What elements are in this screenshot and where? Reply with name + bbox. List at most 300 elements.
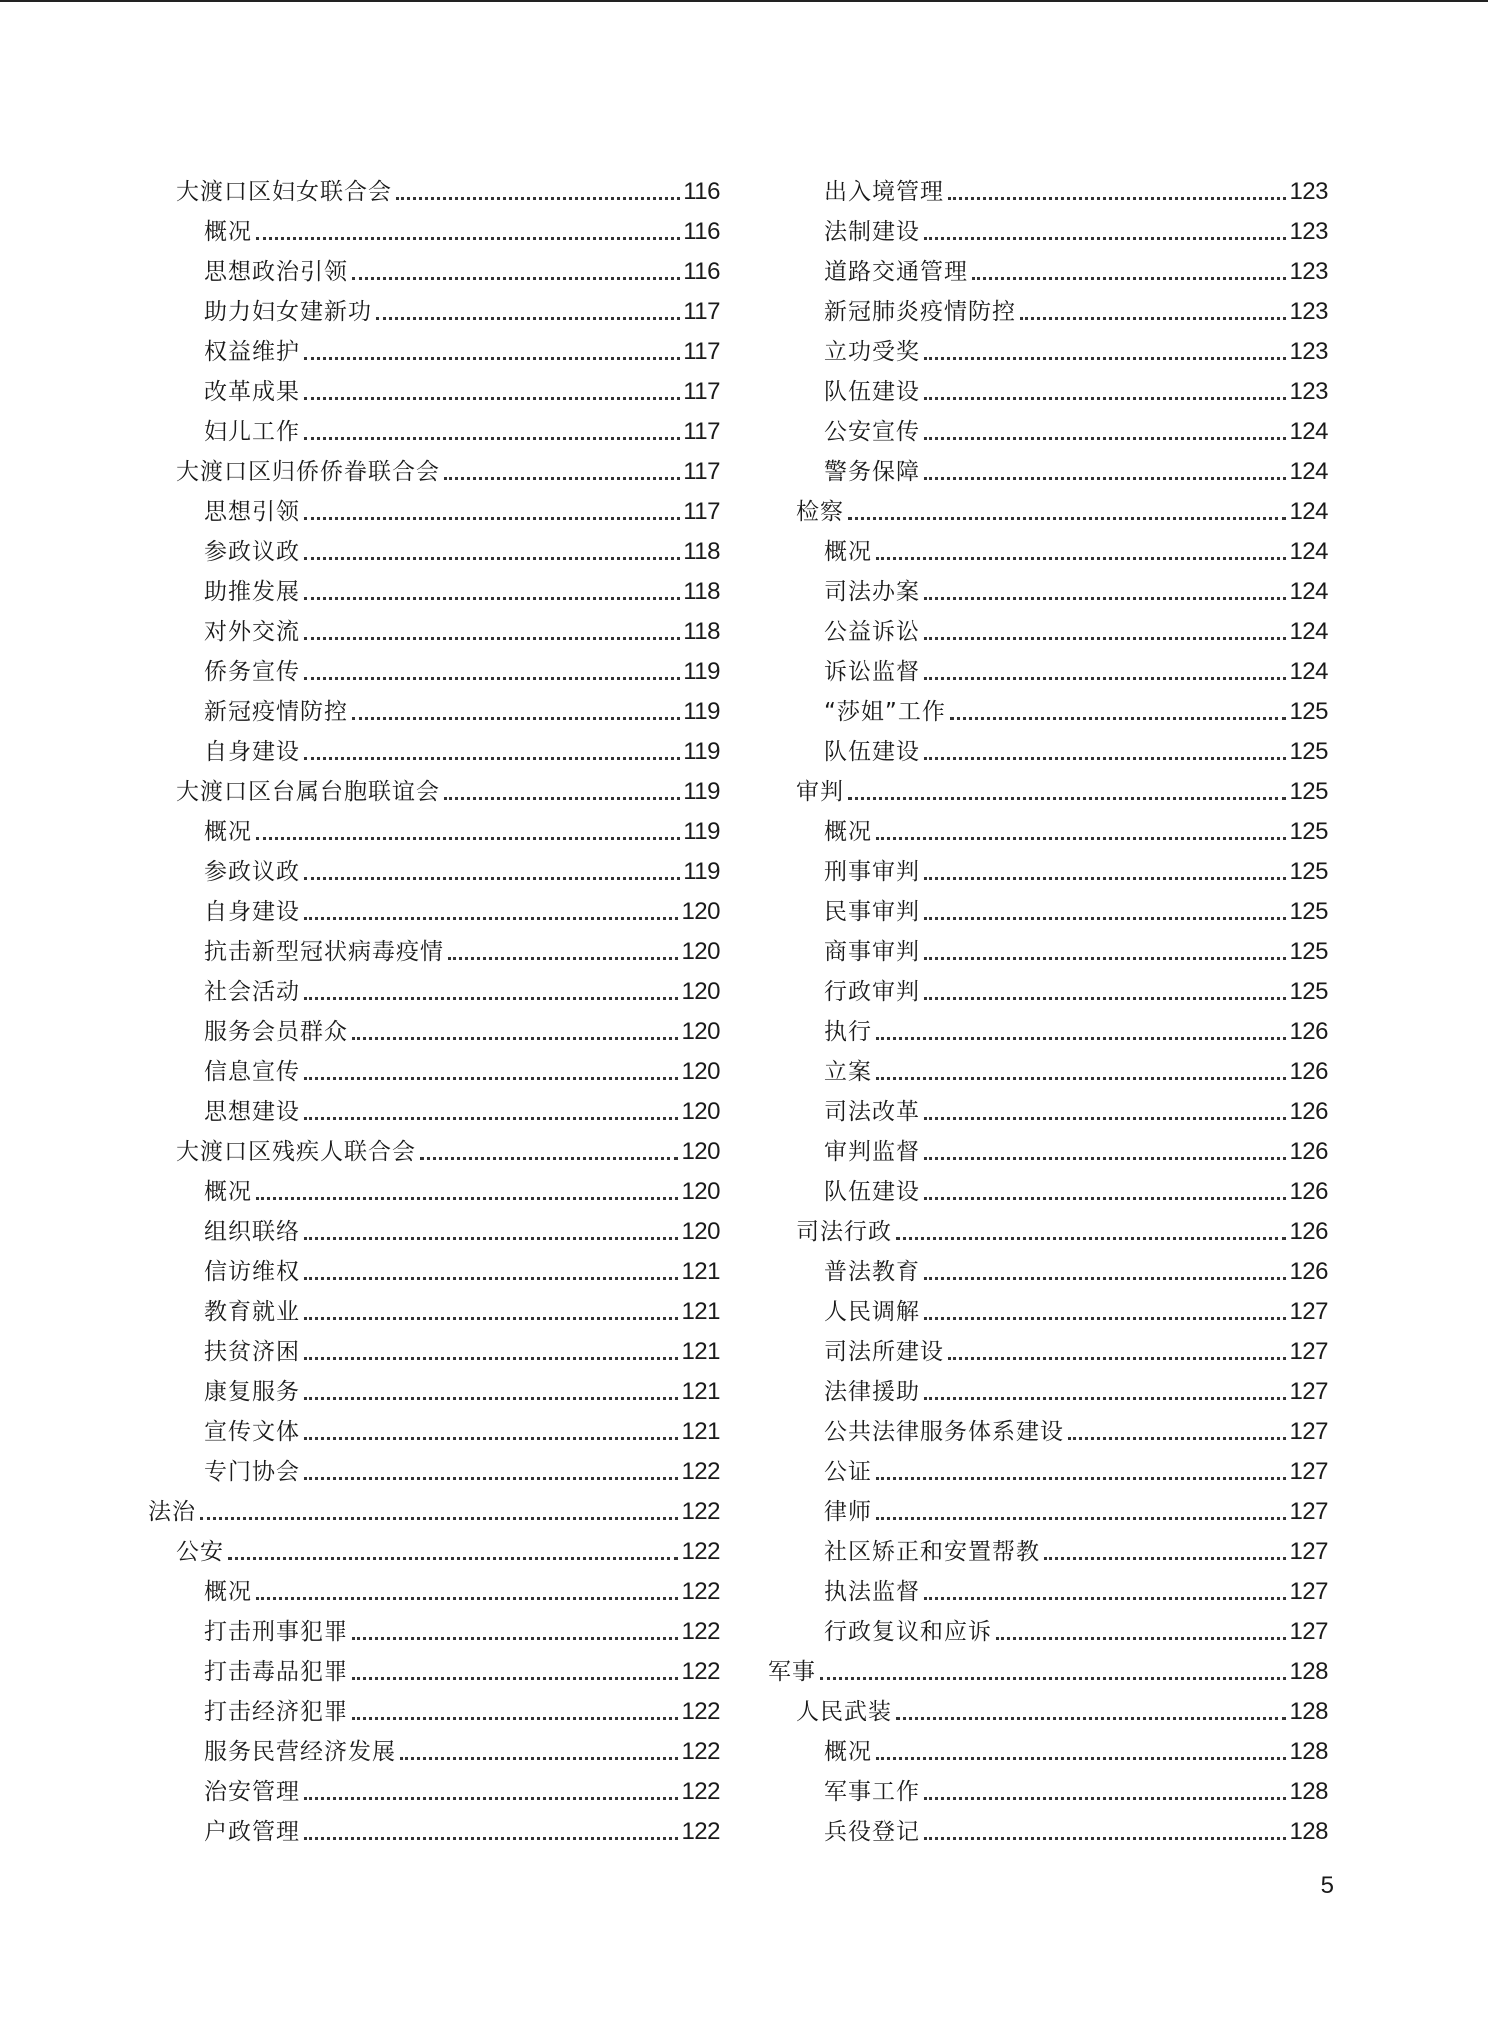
toc-entry-page: 126 [1289,1138,1328,1165]
toc-entry[interactable] [768,767,1328,807]
toc-entry-page: 117 [683,458,720,485]
toc-entry[interactable] [148,1607,720,1647]
toc-entry[interactable] [768,1167,1328,1207]
toc-entry[interactable] [148,1047,720,1087]
toc-entry-title: 司法行政 [796,1219,892,1245]
dot-leader [924,997,1286,1000]
toc-entry[interactable] [768,1247,1328,1287]
toc-entry-page: 117 [683,298,720,325]
toc-entry[interactable] [148,1087,720,1127]
toc-entry[interactable] [768,1567,1328,1607]
toc-entry[interactable] [148,1327,720,1367]
toc-entry[interactable] [148,727,720,767]
toc-entry-page: 120 [681,1178,720,1205]
toc-entry-title: 大渡口区妇女联合会 [176,179,392,205]
toc-entry-title: 出入境管理 [824,179,944,205]
toc-entry-title: 审判监督 [824,1139,920,1165]
toc-entry-title: 民事审判 [824,899,920,925]
toc-entry-title: 自身建设 [204,899,300,925]
toc-entry-title: 服务会员群众 [204,1019,348,1045]
toc-entry[interactable] [768,167,1328,207]
dot-leader [304,757,680,760]
dot-leader [924,1157,1286,1160]
toc-entry-page: 119 [683,818,720,845]
dot-leader [228,1557,678,1560]
toc-entry-title: 康复服务 [204,1379,300,1405]
dot-leader [924,237,1286,240]
toc-entry-page: 120 [681,1098,720,1125]
toc-entry[interactable] [148,767,720,807]
toc-entry-page: 120 [681,1058,720,1085]
toc-entry[interactable] [148,1407,720,1447]
toc-entry-page: 126 [1289,1098,1328,1125]
toc-entry-title: 打击刑事犯罪 [204,1619,348,1645]
dot-leader [304,1317,678,1320]
toc-entry[interactable] [768,1047,1328,1087]
toc-entry-page: 119 [683,738,720,765]
toc-entry[interactable] [148,567,720,607]
toc-entry-title: 公益诉讼 [824,619,920,645]
dot-leader [950,717,1287,720]
toc-entry-page: 124 [1289,658,1328,685]
dot-leader [972,277,1286,280]
toc-entry-title: 商事审判 [824,939,920,965]
dot-leader [924,1277,1286,1280]
toc-entry-title: 组织联络 [204,1219,300,1245]
dot-leader [304,1837,678,1840]
toc-entry-title: 概况 [824,539,872,565]
toc-entry[interactable] [768,447,1328,487]
toc-entry-page: 119 [683,858,720,885]
toc-entry-title: 大渡口区残疾人联合会 [176,1139,416,1165]
dot-leader [444,477,680,480]
dot-leader [924,677,1286,680]
toc-entry[interactable] [768,1087,1328,1127]
toc-entry-title: 行政复议和应诉 [824,1619,992,1645]
toc-entry-page: 122 [681,1538,720,1565]
dot-leader [896,1237,1286,1240]
toc-entry-title: 公证 [824,1459,872,1485]
toc-entry-title: 队伍建设 [824,739,920,765]
toc-entry[interactable] [148,1727,720,1767]
toc-entry[interactable] [148,1207,720,1247]
toc-entry-page: 128 [1289,1818,1328,1845]
toc-entry-title: 打击毒品犯罪 [204,1659,348,1685]
toc-entry[interactable] [148,967,720,1007]
toc-entry-page: 121 [681,1338,720,1365]
dot-leader [304,1397,678,1400]
toc-entry-title: 法律援助 [824,1379,920,1405]
toc-entry-title: 思想建设 [204,1099,300,1125]
dot-leader [1044,1557,1286,1560]
toc-entry-page: 117 [683,498,720,525]
toc-entry[interactable] [148,287,720,327]
toc-entry-title: 队伍建设 [824,1179,920,1205]
toc-entry-page: 118 [683,538,720,565]
toc-entry[interactable] [768,1807,1328,1847]
toc-entry-title: 队伍建设 [824,379,920,405]
dot-leader [444,797,680,800]
toc-entry[interactable] [148,447,720,487]
toc-entry-page: 120 [681,898,720,925]
toc-entry[interactable] [148,1367,720,1407]
toc-entry-page: 125 [1289,898,1328,925]
toc-entry[interactable] [148,1767,720,1807]
dot-leader [996,1637,1286,1640]
toc-entry[interactable] [148,1247,720,1287]
dot-leader [1068,1437,1286,1440]
toc-entry[interactable] [148,887,720,927]
toc-entry-title: 信访维权 [204,1259,300,1285]
toc-entry-title: “莎姐”工作 [824,699,946,725]
dot-leader [848,517,1286,520]
toc-entry[interactable] [768,1767,1328,1807]
toc-entry-title: 兵役登记 [824,1819,920,1845]
toc-entry-page: 119 [683,698,720,725]
dot-leader [924,757,1286,760]
dot-leader [352,1637,678,1640]
toc-entry[interactable] [148,1647,720,1687]
toc-entry-page: 127 [1289,1538,1328,1565]
dot-leader [876,1037,1286,1040]
dot-leader [876,1757,1286,1760]
toc-entry[interactable] [768,327,1328,367]
toc-entry-page: 128 [1289,1658,1328,1685]
toc-entry[interactable] [148,807,720,847]
toc-entry[interactable] [768,527,1328,567]
dot-leader [924,637,1286,640]
toc-entry-page: 126 [1289,1258,1328,1285]
dot-leader [400,1757,678,1760]
toc-entry[interactable] [768,847,1328,887]
toc-entry-title: 公共法律服务体系建设 [824,1419,1064,1445]
toc-entry-title: 诉讼监督 [824,659,920,685]
dot-leader [896,1717,1286,1720]
toc-entry-title: 服务民营经济发展 [204,1739,396,1765]
toc-entry[interactable] [148,1807,720,1847]
toc-entry-page: 122 [681,1618,720,1645]
toc-entry[interactable] [768,927,1328,967]
toc-entry-title: 改革成果 [204,379,300,405]
dot-leader [924,1797,1286,1800]
toc-entry-page: 119 [683,778,720,805]
toc-entry-page: 124 [1289,458,1328,485]
toc-entry-title: 道路交通管理 [824,259,968,285]
toc-entry-page: 122 [681,1578,720,1605]
toc-entry[interactable] [768,1647,1328,1687]
toc-entry-title: 司法所建设 [824,1339,944,1365]
toc-entry[interactable] [768,407,1328,447]
dot-leader [924,1317,1286,1320]
toc-entry[interactable] [768,967,1328,1007]
toc-entry[interactable] [148,407,720,447]
dot-leader [304,917,678,920]
toc-entry[interactable] [768,367,1328,407]
dot-leader [924,1197,1286,1200]
toc-entry[interactable] [768,1287,1328,1327]
dot-leader [924,437,1286,440]
toc-entry-title: 刑事审判 [824,859,920,885]
toc-entry-page: 120 [681,938,720,965]
toc-entry[interactable] [768,567,1328,607]
toc-entry-title: 社区矫正和安置帮教 [824,1539,1040,1565]
toc-entry[interactable] [148,247,720,287]
toc-entry[interactable] [148,1527,720,1567]
toc-entry[interactable] [148,607,720,647]
dot-leader [924,917,1286,920]
toc-entry-title: 公安宣传 [824,419,920,445]
dot-leader [304,1477,678,1480]
toc-entry-page: 122 [681,1658,720,1685]
dot-leader [848,797,1286,800]
toc-entry-page: 123 [1289,258,1328,285]
toc-entry-title: 概况 [824,1739,872,1765]
toc-entry-page: 116 [683,218,720,245]
dot-leader [876,837,1286,840]
top-border-rule [0,0,1488,2]
toc-entry[interactable] [768,1527,1328,1567]
dot-leader [924,597,1286,600]
toc-right-column [768,167,1328,1847]
toc-entry[interactable] [768,1407,1328,1447]
toc-entry-page: 117 [683,338,720,365]
toc-entry-page: 125 [1289,978,1328,1005]
toc-entry-page: 120 [681,1218,720,1245]
toc-entry-page: 125 [1289,818,1328,845]
toc-entry-page: 118 [683,618,720,645]
toc-entry[interactable] [148,927,720,967]
toc-entry-title: 概况 [204,219,252,245]
dot-leader [256,837,680,840]
toc-entry-page: 120 [681,978,720,1005]
dot-leader [304,1277,678,1280]
dot-leader [304,1117,678,1120]
toc-entry[interactable] [148,327,720,367]
dot-leader [352,1717,678,1720]
toc-entry-page: 122 [681,1458,720,1485]
toc-entry-page: 123 [1289,338,1328,365]
dot-leader [304,597,680,600]
toc-entry-title: 宣传文体 [204,1419,300,1445]
toc-entry[interactable] [148,687,720,727]
toc-entry[interactable] [148,1287,720,1327]
toc-entry[interactable] [768,1487,1328,1527]
toc-entry-page: 116 [683,258,720,285]
toc-entry[interactable] [768,1327,1328,1367]
toc-entry-title: 执行 [824,1019,872,1045]
dot-leader [352,1677,678,1680]
toc-entry-title: 审判 [796,779,844,805]
toc-entry[interactable] [148,847,720,887]
toc-entry-title: 行政审判 [824,979,920,1005]
toc-entry-page: 127 [1289,1618,1328,1645]
dot-leader [256,1597,678,1600]
toc-entry-page: 117 [683,378,720,405]
toc-entry-page: 127 [1289,1458,1328,1485]
toc-entry[interactable] [768,727,1328,767]
toc-entry-title: 军事 [768,1659,816,1685]
toc-entry-title: 自身建设 [204,739,300,765]
toc-entry-title: 信息宣传 [204,1059,300,1085]
toc-entry-title: 司法办案 [824,579,920,605]
toc-entry-title: 警务保障 [824,459,920,485]
toc-entry-title: 治安管理 [204,1779,300,1805]
toc-entry-page: 128 [1289,1778,1328,1805]
dot-leader [200,1517,678,1520]
dot-leader [948,1357,1286,1360]
toc-entry[interactable] [148,1447,720,1487]
toc-entry[interactable] [768,1007,1328,1047]
toc-entry[interactable] [768,247,1328,287]
dot-leader [304,357,680,360]
dot-leader [396,197,680,200]
toc-entry-page: 128 [1289,1698,1328,1725]
dot-leader [304,877,680,880]
dot-leader [304,997,678,1000]
toc-entry-title: 司法改革 [824,1099,920,1125]
toc-entry[interactable] [768,1447,1328,1487]
toc-entry[interactable] [148,367,720,407]
toc-entry-title: 法制建设 [824,219,920,245]
toc-entry-title: 新冠肺炎疫情防控 [824,299,1016,325]
toc-entry[interactable] [148,487,720,527]
toc-entry-page: 121 [681,1418,720,1445]
toc-entry-page: 122 [681,1498,720,1525]
dot-leader [352,277,680,280]
toc-entry[interactable] [148,1567,720,1607]
toc-entry-title: 立功受奖 [824,339,920,365]
dot-leader [420,1157,678,1160]
dot-leader [304,677,680,680]
toc-entry[interactable] [768,687,1328,727]
toc-entry-page: 121 [681,1378,720,1405]
toc-entry-page: 122 [681,1698,720,1725]
toc-entry-title: 律师 [824,1499,872,1525]
toc-entry-title: 执法监督 [824,1579,920,1605]
toc-entry-title: 思想引领 [204,499,300,525]
toc-entry-page: 124 [1289,498,1328,525]
toc-entry[interactable] [148,647,720,687]
toc-entry-title: 人民调解 [824,1299,920,1325]
toc-entry-page: 125 [1289,778,1328,805]
dot-leader [924,877,1286,880]
dot-leader [304,1077,678,1080]
dot-leader [876,1477,1286,1480]
toc-entry-title: 军事工作 [824,1779,920,1805]
dot-leader [376,317,680,320]
toc-entry[interactable] [768,287,1328,327]
toc-entry-title: 概况 [824,819,872,845]
toc-entry-title: 妇儿工作 [204,419,300,445]
toc-entry-page: 120 [681,1018,720,1045]
toc-entry[interactable] [768,487,1328,527]
toc-entry[interactable] [768,1687,1328,1727]
toc-entry-title: 助力妇女建新功 [204,299,372,325]
toc-entry-title: 新冠疫情防控 [204,699,348,725]
toc-entry[interactable] [768,207,1328,247]
toc-entry[interactable] [768,1127,1328,1167]
toc-entry[interactable] [148,1687,720,1727]
toc-entry-title: 扶贫济困 [204,1339,300,1365]
toc-entry[interactable] [768,1607,1328,1647]
toc-entry[interactable] [148,1487,720,1527]
toc-entry-page: 118 [683,578,720,605]
toc-entry[interactable] [148,1127,720,1167]
dot-leader [924,357,1286,360]
dot-leader [448,957,678,960]
dot-leader [304,1437,678,1440]
toc-entry-page: 122 [681,1818,720,1845]
toc-entry-title: 权益维护 [204,339,300,365]
dot-leader [304,1237,678,1240]
dot-leader [352,1037,678,1040]
toc-entry[interactable] [148,527,720,567]
toc-entry-title: 大渡口区台属台胞联谊会 [176,779,440,805]
toc-entry-title: 对外交流 [204,619,300,645]
toc-entry-page: 126 [1289,1058,1328,1085]
toc-entry-title: 专门协会 [204,1459,300,1485]
dot-leader [876,557,1286,560]
dot-leader [924,1837,1286,1840]
toc-entry[interactable] [148,1167,720,1207]
toc-entry-title: 户政管理 [204,1819,300,1845]
toc-entry-page: 126 [1289,1178,1328,1205]
toc-entry-page: 125 [1289,858,1328,885]
toc-entry[interactable] [768,1727,1328,1767]
toc-entry[interactable] [148,207,720,247]
toc-entry[interactable] [768,647,1328,687]
toc-entry-page: 127 [1289,1498,1328,1525]
dot-leader [924,1397,1286,1400]
toc-entry-page: 124 [1289,578,1328,605]
toc-entry-title: 人民武装 [796,1699,892,1725]
toc-left-column [148,167,720,1847]
page-number: 5 [1320,1872,1334,1899]
dot-leader [304,637,680,640]
toc-entry-page: 127 [1289,1378,1328,1405]
toc-entry-page: 123 [1289,298,1328,325]
toc-entry[interactable] [768,1367,1328,1407]
toc-entry-page: 127 [1289,1298,1328,1325]
dot-leader [352,717,680,720]
toc-entry[interactable] [148,1007,720,1047]
toc-entry-title: 概况 [204,1179,252,1205]
toc-entry-page: 122 [681,1738,720,1765]
toc-entry-page: 123 [1289,218,1328,245]
dot-leader [304,437,680,440]
toc-entry[interactable] [768,807,1328,847]
toc-entry[interactable] [768,607,1328,647]
toc-entry-page: 127 [1289,1338,1328,1365]
dot-leader [256,237,680,240]
toc-entry-page: 124 [1289,618,1328,645]
toc-entry-page: 121 [681,1298,720,1325]
dot-leader [924,1117,1286,1120]
toc-entry-title: 社会活动 [204,979,300,1005]
toc-entry-title: 概况 [204,1579,252,1605]
toc-entry-title: 思想政治引领 [204,259,348,285]
toc-entry[interactable] [768,1207,1328,1247]
toc-entry[interactable] [148,167,720,207]
dot-leader [304,557,680,560]
toc-entry-page: 125 [1289,738,1328,765]
toc-entry-page: 121 [681,1258,720,1285]
toc-entry-title: 参政议政 [204,539,300,565]
toc-entry[interactable] [768,887,1328,927]
toc-entry-title: 检察 [796,499,844,525]
dot-leader [876,1517,1286,1520]
toc-entry-title: 大渡口区归侨侨眷联合会 [176,459,440,485]
